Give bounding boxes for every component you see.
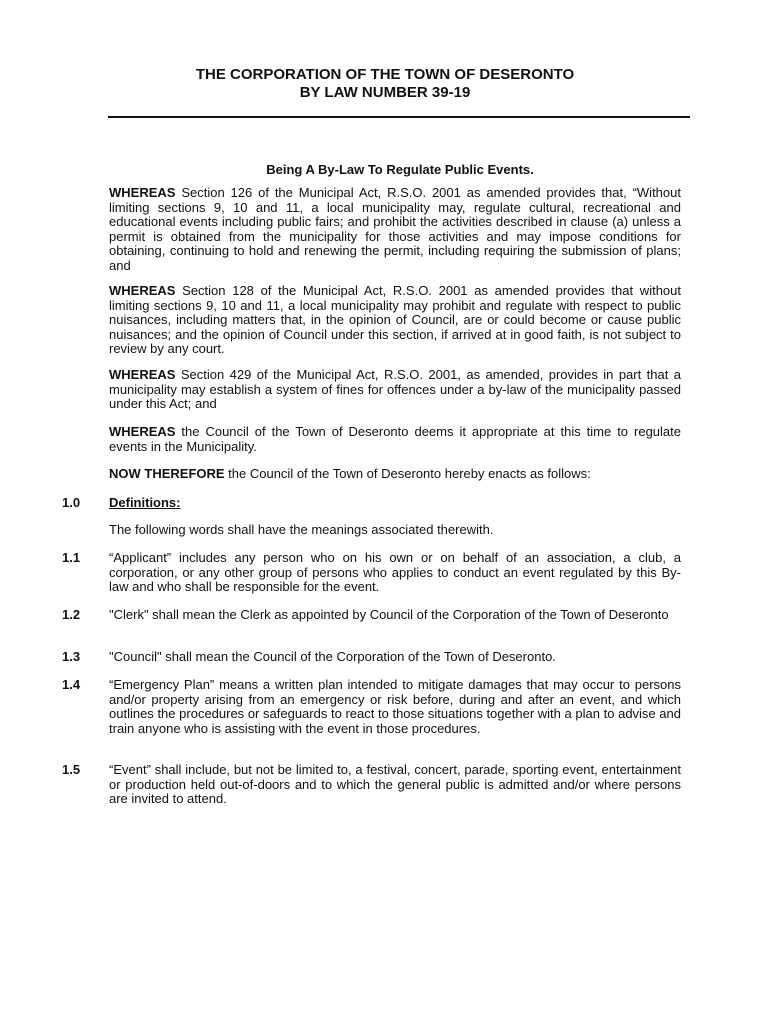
recital-paragraph: [109, 368, 681, 412]
title-divider: [108, 116, 690, 118]
section-number: 1.0: [62, 495, 81, 510]
recital-paragraph: [109, 425, 681, 454]
recital-keyword: WHEREAS: [109, 367, 176, 382]
section-intro: The following words shall have the meanings associated therewith.: [109, 522, 494, 537]
definition-number: 1.3: [62, 649, 81, 664]
document-title: [0, 66, 770, 102]
definition-text: “Event” shall include, but not be limited to, a festival, concert, parade, sporting event, entertainment or production held out-of-doors and to which the general public is admitted and/or where persons are invited to attend.: [109, 762, 681, 807]
recital-paragraph: [109, 284, 681, 357]
definition-number: 1.2: [62, 607, 81, 622]
definition-number: 1.5: [62, 762, 81, 777]
recital-text: the Council of the Town of Deseronto deems it appropriate at this time to regulate events in the Municipality.: [109, 424, 681, 454]
definition-text: "Council" shall mean the Council of the Corporation of the Town of Deseronto.: [109, 649, 556, 664]
recital-text: Section 128 of the Municipal Act, R.S.O. 2001 as amended provides that without limiting sections 9, 10 and 11, a local municipality may prohibit and regulate with respect to public nuisances, including matters that, in the opinion of Council, are or could become or cause public nuisances; and the opinion of Council under this section, if arrived at in good faith, is not subject to review by any court.: [109, 283, 681, 357]
definition-text: “Emergency Plan” means a written plan intended to mitigate damages that may occur to persons and/or property arising from an emergency or risk before, during and after an event, and which outlines the procedures or safeguards to react to those situations together with a plan to advise and train anyone who is assisting with the event in those procedures.: [109, 677, 681, 736]
title-line-2: BY LAW NUMBER 39-19: [299, 84, 471, 101]
definition-text: "Clerk" shall mean the Clerk as appointed by Council of the Corporation of the Town of Deseronto: [109, 607, 669, 622]
recital-keyword: WHEREAS: [109, 424, 176, 439]
recital-paragraph: [109, 186, 681, 274]
title-line-1: THE CORPORATION OF THE TOWN OF DESERONTO: [195, 66, 575, 83]
recital-text: Section 429 of the Municipal Act, R.S.O. 2001, as amended, provides in part that a municipality may establish a system of fines for offences under a by-law of the municipality passed under this Act; and: [109, 367, 681, 412]
definition-text: “Applicant” includes any person who on his own or on behalf of an association, a club, a corporation, or any other group of persons who applies to conduct an event regulated by this By-law and who shall be responsible for the event.: [109, 550, 681, 595]
definition-number: 1.1: [62, 550, 81, 565]
definition-number: 1.4: [62, 677, 81, 692]
section-heading: Definitions:: [109, 495, 181, 510]
enacting-text: the Council of the Town of Deseronto hereby enacts as follows:: [224, 466, 591, 481]
recital-keyword: WHEREAS: [109, 283, 176, 298]
document-subtitle: Being A By-Law To Regulate Public Events.: [266, 162, 534, 177]
recital-text: Section 126 of the Municipal Act, R.S.O. 2001 as amended provides that, “Without limiting sections 9, 10 and 11, a local municipality may, regulate cultural, recreational and educational events including public fairs; and prohibit the activities described in clause (a) unless a permit is obtained from the municipality for those activities and may impose conditions for obtaining, continuing to hold and renewing the permit, including requiring the submission of plans; and: [109, 185, 681, 273]
enacting-keyword: NOW THEREFORE: [109, 466, 225, 481]
recital-keyword: WHEREAS: [109, 185, 176, 200]
enacting-clause: [109, 467, 681, 482]
